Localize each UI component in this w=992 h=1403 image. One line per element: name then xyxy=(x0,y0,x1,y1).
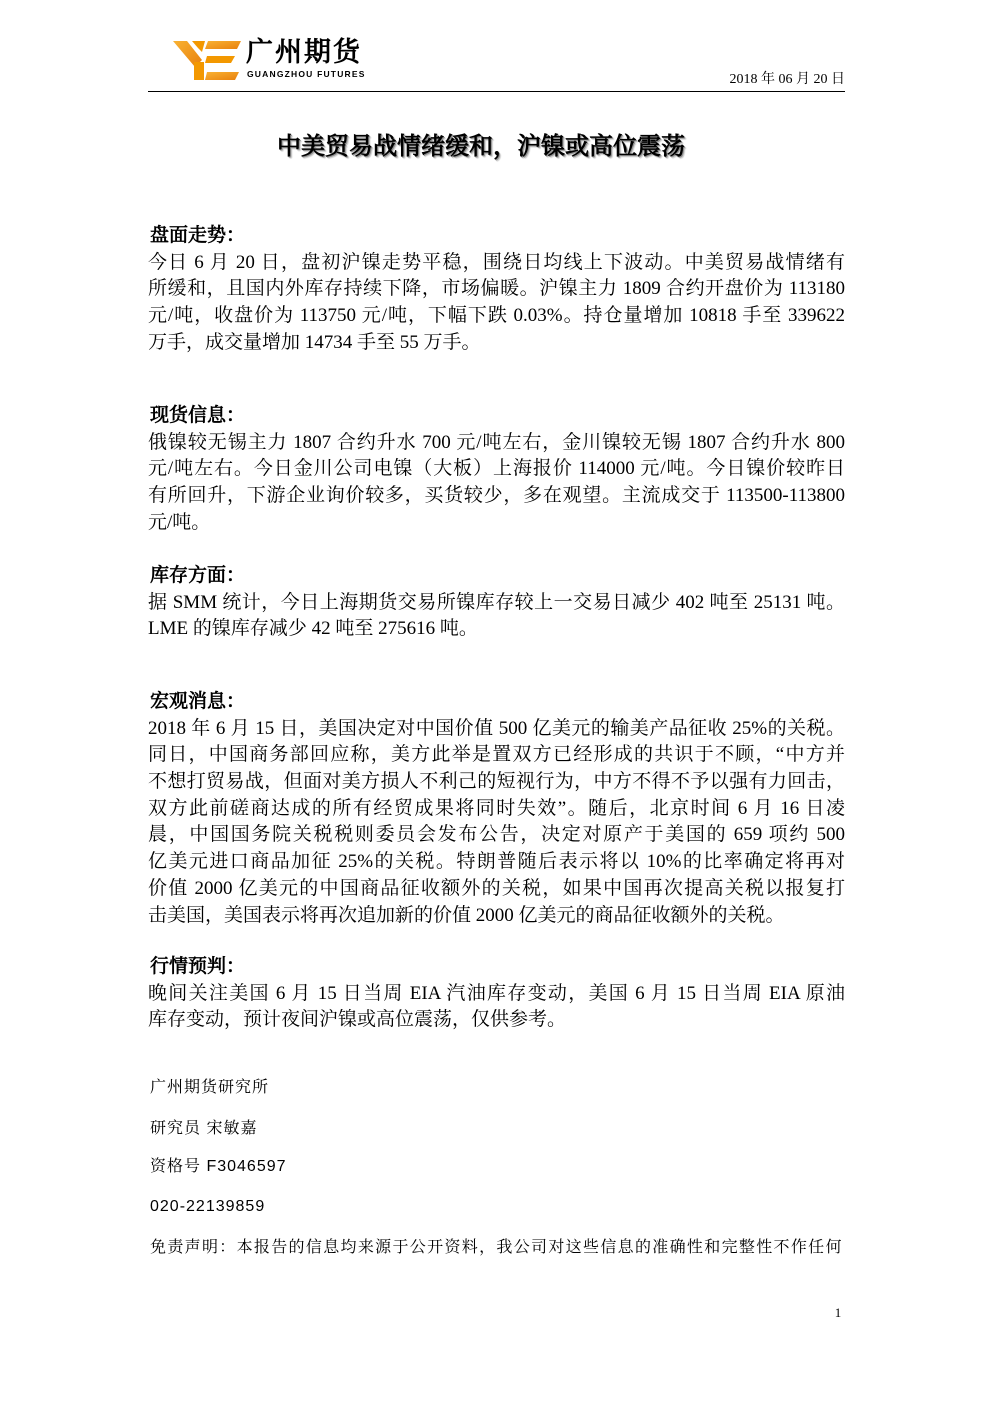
section-inventory xyxy=(148,563,845,643)
section-heading: 现货信息： xyxy=(150,405,246,426)
paragraph-line: 同日，中国商务部回应称，美方此举是置双方已经形成的共识于不顾，“中方并 xyxy=(148,744,845,766)
section-outlook xyxy=(148,954,845,1034)
header-divider xyxy=(148,91,845,92)
company-logo-mark xyxy=(172,38,242,82)
paragraph-line: 今日 6 月 20 日，盘初沪镍走势平稳，围绕日均线上下波动。中美贸易战情绪有 xyxy=(148,251,845,273)
paragraph-line: 不想打贸易战，但面对美方损人不利己的短视行为，中方不得不予以强有力回击， xyxy=(148,771,845,793)
paragraph-line: 晨，中国国务院关税税则委员会发布公告，决定对原产于美国的 659 项约 500 xyxy=(148,824,845,846)
research-institute: 广州期货研究所 xyxy=(150,1079,270,1096)
section-market-trend xyxy=(148,223,845,356)
paragraph-line: 元/吨左右。今日金川公司电镍（大板）上海报价 114000 元/吨。今日镍价较昨日 xyxy=(148,458,845,480)
section-heading: 宏观消息： xyxy=(150,691,246,712)
paragraph-line: 元/吨，收盘价为 113750 元/吨，下幅下跌 0.03%。持仓量增加 10818 手至 339622 xyxy=(148,305,845,327)
report-title: 中美贸易战情绪缓和，沪镍或高位震荡 xyxy=(277,134,685,160)
paragraph-line: 价值 2000 亿美元的中国商品征收额外的关税，如果中国再次提高关税以报复打 xyxy=(148,877,845,899)
paragraph-line: 双方此前磋商达成的所有经贸成果将同时失效”。随后，北京时间 6 月 16 日凌 xyxy=(148,797,845,819)
paragraph-line: 据 SMM 统计，今日上海期货交易所镍库存较上一交易日减少 402 吨至 25131 吨。 xyxy=(148,591,845,613)
paragraph-line: 有所回升，下游企业询价较多，买货较少，多在观望。主流成交于 113500-113800 xyxy=(148,485,845,507)
paragraph-line: 所缓和，且国内外库存持续下降，市场偏暖。沪镍主力 1809 合约开盘价为 113180 xyxy=(148,278,845,300)
disclaimer: 免责声明：本报告的信息均来源于公开资料，我公司对这些信息的准确性和完整性不作任何 xyxy=(150,1239,842,1256)
paragraph-line: 亿美元进口商品加征 25%的关税。特朗普随后表示将以 10%的比率确定将再对 xyxy=(148,851,845,873)
report-date: 2018 年 06 月 20 日 xyxy=(729,72,845,87)
section-heading: 行情预判： xyxy=(150,956,246,977)
paragraph-line: LME 的镍库存减少 42 吨至 275616 吨。 xyxy=(148,618,478,640)
paragraph-line: 元/吨。 xyxy=(148,511,211,533)
company-name-en: GUANGZHOU FUTURES xyxy=(247,69,366,79)
paragraph-line: 俄镍较无锡主力 1807 合约升水 700 元/吨左右，金川镍较无锡 1807 合约升水 800 xyxy=(148,431,845,453)
paragraph-line: 万手，成交量增加 14734 手至 55 万手。 xyxy=(148,331,481,353)
paragraph-line: 2018 年 6 月 15 日，美国决定对中国价值 500 亿美元的输美产品征收 25%的关税。 xyxy=(148,717,845,739)
section-macro-news xyxy=(148,689,845,929)
company-name-cn: 广州期货 xyxy=(246,37,362,68)
researcher-name: 研究员 宋敏嘉 xyxy=(150,1120,258,1137)
paragraph-line: 击美国，美国表示将再次追加新的价值 2000 亿美元的商品征收额外的关税。 xyxy=(148,904,785,926)
paragraph-line: 晚间关注美国 6 月 15 日当周 EIA 汽油库存变动，美国 6 月 15 日当周 EIA 原油 xyxy=(148,982,845,1004)
section-heading: 盘面走势： xyxy=(150,225,246,246)
section-heading: 库存方面： xyxy=(150,565,246,586)
paragraph-line: 库存变动，预计夜间沪镍或高位震荡，仅供参考。 xyxy=(148,1009,567,1031)
qualification-number: 资格号 F3046597 xyxy=(150,1158,287,1175)
section-spot-info xyxy=(148,403,845,536)
page-number: 1 xyxy=(834,1305,842,1320)
contact-phone: 020-22139859 xyxy=(150,1198,266,1215)
